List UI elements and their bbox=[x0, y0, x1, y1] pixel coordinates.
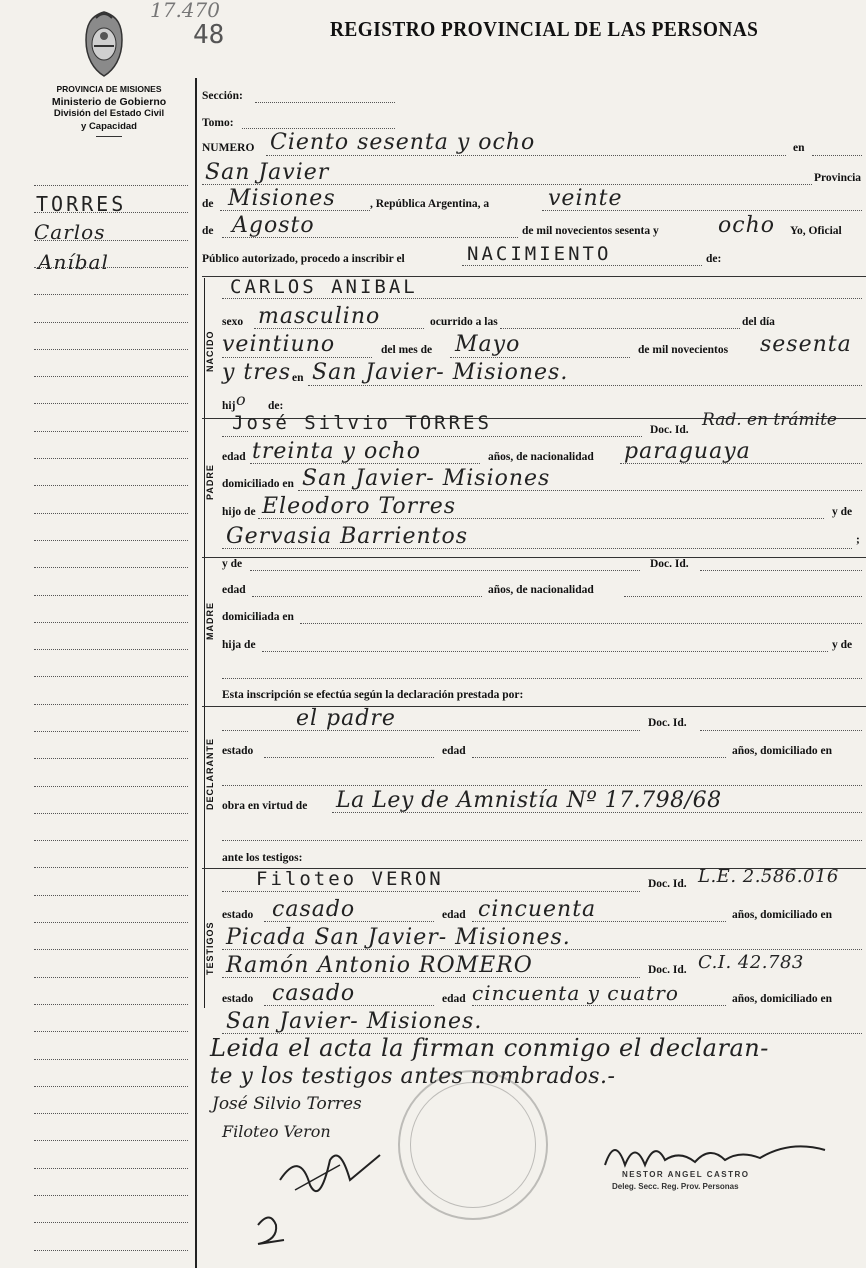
madre-doc-label: Doc. Id. bbox=[650, 558, 689, 570]
padre-edad-value: treinta y ocho bbox=[252, 439, 421, 464]
madre-hija-de-label: hija de bbox=[222, 639, 256, 651]
declarante-dom-line bbox=[222, 785, 862, 786]
testigo1-estado-value: casado bbox=[272, 897, 356, 922]
officer-title: Deleg. Secc. Reg. Prov. Personas bbox=[612, 1182, 739, 1191]
margin-ruled-line bbox=[34, 485, 188, 486]
padre-hijo-de-value: Eleodoro Torres bbox=[262, 494, 456, 519]
obra-value: La Ley de Amnistía Nº 17.798/68 bbox=[336, 788, 722, 813]
agency-capacity: y Capacidad bbox=[81, 120, 137, 132]
margin-name-1: Carlos bbox=[34, 220, 106, 244]
de-label-2: de bbox=[202, 225, 214, 237]
testigo2-edad-value: cincuenta y cuatro bbox=[472, 981, 679, 1005]
sexo-value: masculino bbox=[258, 304, 381, 329]
agency-province: PROVINCIA DE MISIONES bbox=[56, 84, 162, 94]
testigo1-edad-value: cincuenta bbox=[478, 897, 597, 922]
testigos-label: ante los testigos: bbox=[222, 852, 303, 864]
testigo2-value: Ramón Antonio ROMERO bbox=[226, 953, 533, 978]
hora-line bbox=[500, 328, 740, 329]
padre-edad-label: edad bbox=[222, 451, 246, 463]
margin-ruled-line bbox=[34, 867, 188, 868]
testigo1-estado-line bbox=[264, 921, 434, 922]
side-label-madre: MADRE bbox=[205, 602, 215, 640]
anio-nac-value-2: y tres bbox=[222, 360, 292, 385]
de-colon-label: de: bbox=[706, 253, 722, 265]
testigo1-line bbox=[222, 891, 640, 892]
padre-nombre-line bbox=[222, 436, 642, 437]
dia-nac-value: veintiuno bbox=[222, 332, 336, 357]
agency-underline bbox=[96, 136, 122, 137]
hijo-suffix-value: o bbox=[236, 390, 247, 409]
mes-line bbox=[222, 237, 518, 238]
seccion-label: Sección: bbox=[202, 90, 243, 102]
seccion-line bbox=[255, 102, 395, 103]
margin-surname: TORRES bbox=[36, 192, 127, 216]
provincia-label: Provincia bbox=[814, 172, 862, 184]
margin-name-2: Aníbal bbox=[38, 250, 109, 274]
agency-division: División del Estado Civil bbox=[53, 108, 165, 119]
margin-ruled-line bbox=[34, 1222, 188, 1223]
numero-line bbox=[266, 155, 786, 156]
closing-text-2: te y los testigos antes nombrados.- bbox=[210, 1064, 616, 1089]
margin-ruled-line bbox=[34, 977, 188, 978]
margin-ruled-line bbox=[34, 758, 188, 759]
margin-ruled-line bbox=[34, 1113, 188, 1114]
semicolon-label: ; bbox=[856, 534, 860, 546]
child-name-value: CARLOS ANIBAL bbox=[230, 276, 418, 298]
margin-ruled-line bbox=[34, 1004, 188, 1005]
closing-text-1: Leida el acta la firman conmigo el declaran- bbox=[210, 1034, 769, 1062]
side-label-padre: PADRE bbox=[205, 464, 215, 500]
publico-label: Público autorizado, procedo a inscribir el bbox=[202, 253, 405, 265]
margin-ruled-line bbox=[34, 294, 188, 295]
column-divider bbox=[195, 78, 197, 1268]
margin-ruled-line bbox=[34, 813, 188, 814]
en-line bbox=[812, 155, 862, 156]
padre-y-de-value: Gervasia Barrientos bbox=[226, 524, 469, 549]
ocurrido-label: ocurrido a las bbox=[430, 316, 498, 328]
hijo-label: hij bbox=[222, 400, 236, 412]
declarante-dom-label: años, domiciliado en bbox=[732, 745, 833, 757]
declarante-line bbox=[222, 730, 640, 731]
de-hijo-label: de: bbox=[268, 400, 284, 412]
margin-ruled-line bbox=[34, 895, 188, 896]
testigo2-estado-line bbox=[264, 1005, 434, 1006]
margin-ruled-line bbox=[34, 949, 188, 950]
madre-hija-de-line bbox=[262, 651, 828, 652]
declarante-edad-line bbox=[472, 757, 726, 758]
officer-name: NESTOR ANGEL CASTRO bbox=[622, 1170, 750, 1179]
en-label: en bbox=[793, 142, 805, 154]
margin-ruled-line bbox=[34, 431, 188, 432]
margin-ruled-line bbox=[34, 1086, 188, 1087]
margin-ruled-line bbox=[34, 786, 188, 787]
madre-doc-line bbox=[700, 570, 862, 571]
margin-ruled-line bbox=[34, 840, 188, 841]
testigo1-edad-label: edad bbox=[442, 909, 466, 921]
padre-doc-value: Rad. en trámite bbox=[702, 410, 837, 430]
padre-dom-value: San Javier- Misiones bbox=[302, 466, 551, 491]
section-rule-madre bbox=[202, 557, 866, 558]
acto-line bbox=[462, 265, 702, 266]
madre-nac-line bbox=[624, 596, 862, 597]
side-label-nacido: NACIDO bbox=[205, 330, 215, 372]
margin-ruled-line bbox=[34, 595, 188, 596]
margin-ruled-line bbox=[34, 704, 188, 705]
acto-value: NACIMIENTO bbox=[467, 243, 612, 265]
document-title: REGISTRO PROVINCIAL DE LAS PERSONAS bbox=[330, 17, 759, 41]
margin-ruled-line bbox=[34, 649, 188, 650]
section-sidebar-line bbox=[204, 278, 205, 1008]
dia-nac-line bbox=[222, 357, 372, 358]
padre-edad-line bbox=[250, 463, 480, 464]
en-nac-label: en bbox=[292, 372, 304, 384]
margin-ruled-line bbox=[34, 540, 188, 541]
place-value: San Javier bbox=[205, 160, 330, 185]
side-label-testigos: TESTIGOS bbox=[205, 921, 215, 975]
numero-value: Ciento sesenta y ocho bbox=[270, 130, 536, 155]
signature-scribble-icon bbox=[270, 1140, 390, 1210]
place-line bbox=[202, 184, 812, 185]
madre-edad-label: edad bbox=[222, 584, 246, 596]
mes-nac-line bbox=[450, 357, 630, 358]
agency-ministry: Ministerio de Gobierno bbox=[51, 95, 167, 108]
margin-ruled-line bbox=[34, 349, 188, 350]
margin-ruled-line bbox=[34, 458, 188, 459]
tomo-line bbox=[242, 128, 395, 129]
madre-dom-label: domiciliada en bbox=[222, 611, 294, 623]
republica-label: , República Argentina, a bbox=[370, 198, 490, 210]
testigo1-doc-label: Doc. Id. bbox=[648, 878, 687, 890]
declarante-doc-line bbox=[700, 730, 862, 731]
madre-nac-label: años, de nacionalidad bbox=[488, 584, 594, 596]
anio-nac-value: sesenta bbox=[760, 332, 852, 357]
side-label-declarante: DECLARANTE bbox=[205, 738, 215, 810]
madre-dom-line bbox=[300, 623, 862, 624]
testigo2-dom-value: San Javier- Misiones. bbox=[226, 1009, 483, 1034]
testigo1-dom-value: Picada San Javier- Misiones. bbox=[226, 925, 571, 950]
margin-ruled-line bbox=[34, 922, 188, 923]
margin-ruled-line bbox=[34, 513, 188, 514]
sexo-line bbox=[254, 328, 424, 329]
testigo2-doc-value: C.I. 42.783 bbox=[698, 952, 804, 973]
official-seal-inner bbox=[410, 1082, 536, 1208]
initial-scribble-icon bbox=[250, 1210, 290, 1250]
child-name-line bbox=[222, 298, 862, 299]
obra-line bbox=[332, 812, 862, 813]
margin-ruled-line bbox=[34, 185, 188, 186]
margin-ruled-line bbox=[34, 1140, 188, 1141]
mil-nov-label: de mil novecientos bbox=[638, 344, 729, 356]
testigo2-estado-label: estado bbox=[222, 993, 254, 1005]
padre-nombre-value: José Silvio TORRES bbox=[232, 412, 492, 434]
testigo2-dom-label: años, domiciliado en bbox=[732, 993, 833, 1005]
margin-ruled-line bbox=[34, 1195, 188, 1196]
mes-value: Agosto bbox=[232, 213, 315, 238]
padre-y-de-label: y de bbox=[832, 506, 853, 518]
margin-ruled-line bbox=[34, 622, 188, 623]
madre-edad-line bbox=[252, 596, 482, 597]
page-number: 48 bbox=[193, 20, 225, 50]
madre-y-de-2-label: y de bbox=[832, 639, 853, 651]
mes-nac-value: Mayo bbox=[455, 332, 521, 357]
padre-nac-value: paraguaya bbox=[624, 439, 751, 464]
mil-novecientos-label: de mil novecientos sesenta y bbox=[522, 225, 659, 237]
margin-ruled-line bbox=[34, 322, 188, 323]
declarante-estado-label: estado bbox=[222, 745, 254, 757]
signature-testigo: Filoteo Veron bbox=[222, 1122, 331, 1141]
declarante-edad-label: edad bbox=[442, 745, 466, 757]
tomo-label: Tomo: bbox=[202, 117, 234, 129]
testigo2-edad-line bbox=[472, 1005, 726, 1006]
testigo1-dom-line bbox=[222, 949, 862, 950]
top-scribble-number: 17.470 bbox=[150, 0, 220, 22]
padre-dom-line bbox=[298, 490, 862, 491]
margin-ruled-line bbox=[34, 403, 188, 404]
testigo2-doc-label: Doc. Id. bbox=[648, 964, 687, 976]
del-dia-label: del día bbox=[742, 316, 775, 328]
testigo1-value: Filoteo VERON bbox=[256, 868, 444, 890]
madre-y-de-label: y de bbox=[222, 558, 243, 570]
margin-ruled-line bbox=[34, 1250, 188, 1251]
numero-label: NUMERO bbox=[202, 142, 255, 154]
dia-value: veinte bbox=[548, 186, 623, 211]
obra-extra-line bbox=[222, 840, 862, 841]
yo-oficial-label: Yo, Oficial bbox=[790, 225, 842, 237]
testigo1-dom-label: años, domiciliado en bbox=[732, 909, 833, 921]
anio-value: ocho bbox=[718, 213, 775, 238]
testigo2-estado-value: casado bbox=[272, 981, 356, 1006]
margin-ruled-line bbox=[34, 567, 188, 568]
margin-ruled-line bbox=[34, 731, 188, 732]
lugar-nac-value: San Javier- Misiones. bbox=[312, 360, 569, 385]
testigo1-estado-label: estado bbox=[222, 909, 254, 921]
madre-nombre-line bbox=[250, 570, 640, 571]
obra-label: obra en virtud de bbox=[222, 800, 308, 812]
padre-y-de-line bbox=[222, 548, 852, 549]
sexo-label: sexo bbox=[222, 316, 244, 328]
padre-nac-label: años, de nacionalidad bbox=[488, 451, 594, 463]
coat-of-arms-icon bbox=[82, 10, 126, 78]
dia-line bbox=[542, 210, 862, 211]
agency-block bbox=[24, 83, 194, 137]
margin-ruled-line bbox=[34, 1059, 188, 1060]
de-label: de bbox=[202, 198, 214, 210]
padre-dom-label: domiciliado en bbox=[222, 478, 294, 490]
testigo1-edad-line bbox=[472, 921, 726, 922]
margin-ruled-line bbox=[34, 676, 188, 677]
del-mes-label: del mes de bbox=[381, 344, 433, 356]
padre-hijo-de-line bbox=[258, 518, 824, 519]
testigo1-doc-value: L.E. 2.586.016 bbox=[698, 866, 839, 887]
testigo2-edad-label: edad bbox=[442, 993, 466, 1005]
padre-doc-label: Doc. Id. bbox=[650, 424, 689, 436]
padre-nac-line bbox=[620, 463, 862, 464]
margin-ruled-line bbox=[34, 1031, 188, 1032]
declarante-estado-line bbox=[264, 757, 434, 758]
margin-ruled-line bbox=[34, 376, 188, 377]
provincia-value: Misiones bbox=[228, 186, 336, 211]
declarante-doc-label: Doc. Id. bbox=[648, 717, 687, 729]
signature-declarante: José Silvio Torres bbox=[212, 1094, 362, 1114]
testigo2-line bbox=[222, 977, 640, 978]
padre-hijo-de-label: hijo de bbox=[222, 506, 256, 518]
margin-ruled-line bbox=[34, 1168, 188, 1169]
madre-extra-line bbox=[222, 678, 862, 679]
lugar-nac-line bbox=[308, 385, 862, 386]
provincia-line bbox=[220, 210, 370, 211]
declarante-value: el padre bbox=[296, 706, 396, 731]
declaracion-label: Esta inscripción se efectúa según la declaración prestada por: bbox=[222, 689, 524, 701]
